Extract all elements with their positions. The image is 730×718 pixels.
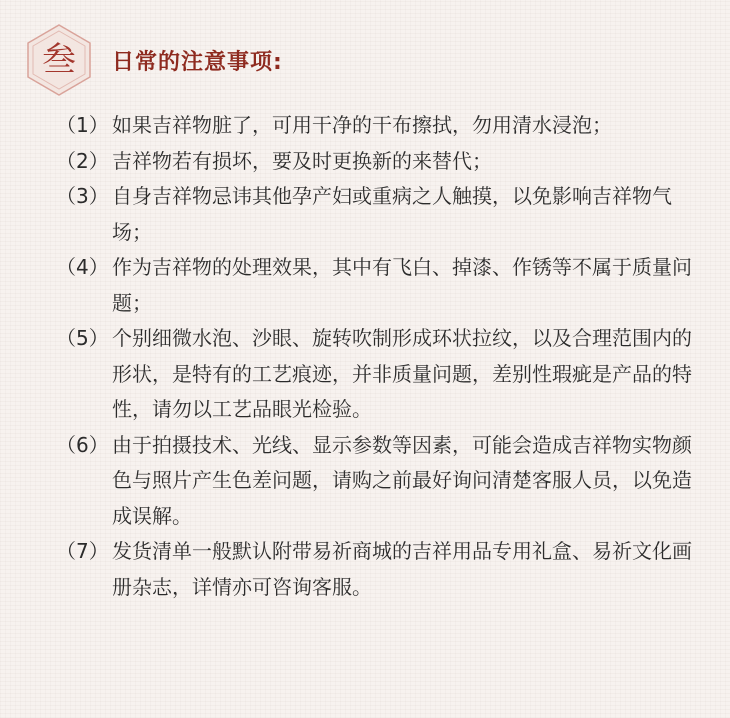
item-text: 吉祥物若有损坏，要及时更换新的来替代； [112, 148, 492, 173]
section-header [24, 22, 283, 98]
item-number: （2） [56, 148, 109, 173]
list-item [56, 321, 706, 428]
notes-list [56, 108, 706, 605]
section-number: 叁 [42, 40, 76, 80]
section-badge [24, 22, 94, 98]
item-text: 如果吉祥物脏了，可用干净的干布擦拭，勿用清水浸泡； [112, 113, 612, 137]
item-number: （4） [56, 255, 109, 279]
item-number: （1） [56, 113, 109, 137]
list-item [56, 179, 706, 250]
list-item [56, 250, 706, 321]
list-item [56, 108, 706, 144]
item-number: （5） [56, 326, 109, 350]
item-text: 发货清单一般默认附带易祈商城的吉祥用品专用礼盒、易祈文化画册杂志，详情亦可咨询客服。 [112, 539, 692, 599]
list-item [56, 534, 706, 605]
item-text: 个别细微水泡、沙眼、旋转吹制形成环状拉纹，以及合理范围内的形状，是特有的工艺痕迹，并非质量问题，差别性瑕疵是产品的特性，请勿以工艺品眼光检验。 [112, 326, 692, 421]
item-number: （7） [56, 539, 109, 563]
item-number: （3） [56, 184, 109, 208]
section-title: 日常的注意事项: [112, 49, 283, 75]
item-text: 作为吉祥物的处理效果，其中有飞白、掉漆、作锈等不属于质量问题； [112, 255, 692, 315]
item-number: （6） [56, 432, 109, 457]
list-item [56, 428, 706, 535]
item-text: 自身吉祥物忌讳其他孕产妇或重病之人触摸，以免影响吉祥物气场； [112, 184, 672, 244]
list-item [56, 144, 706, 180]
item-text: 由于拍摄技术、光线、显示参数等因素，可能会造成吉祥物实物颜色与照片产生色差问题，请购之前最好询问清楚客服人员，以免造成误解。 [112, 432, 692, 528]
